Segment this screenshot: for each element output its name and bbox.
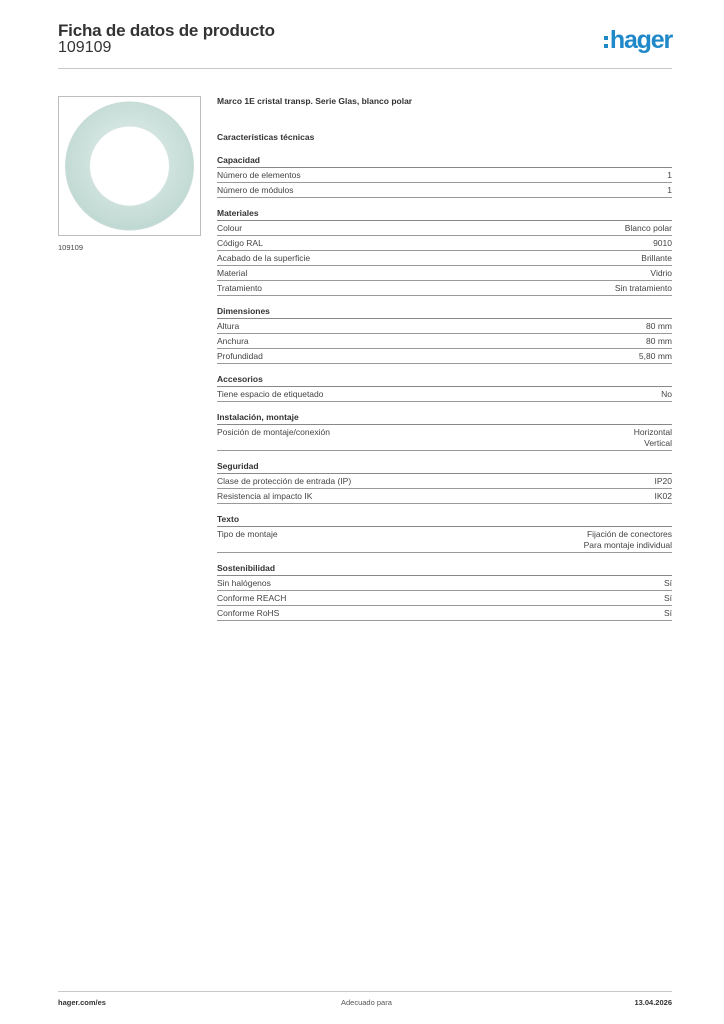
spec-row — [217, 349, 672, 364]
spec-section — [217, 373, 672, 402]
spec-value — [655, 491, 673, 502]
spec-value — [646, 321, 672, 332]
spec-label: Código RAL — [217, 238, 263, 248]
spec-sections — [217, 154, 672, 621]
spec-value — [661, 389, 672, 400]
spec-value — [650, 268, 672, 279]
spec-value — [667, 170, 672, 181]
spec-value — [634, 427, 672, 449]
spec-row — [217, 591, 672, 606]
spec-value-line: Sí — [663, 593, 672, 603]
spec-value — [655, 476, 673, 487]
spec-label: Profundidad — [217, 351, 263, 361]
header-divider — [58, 68, 672, 69]
spec-row — [217, 236, 672, 251]
spec-value-line: 80 mm — [646, 336, 672, 346]
spec-row — [217, 387, 672, 402]
spec-value-line: Para montaje individual — [583, 540, 672, 550]
spec-value-line: IK02 — [654, 491, 672, 501]
image-caption: 109109 — [58, 243, 84, 252]
spec-value-line: Sí — [663, 578, 672, 588]
page-title: Ficha de datos de producto — [58, 21, 275, 40]
spec-value-line: Fijación de conectores — [586, 529, 672, 539]
spec-value — [625, 223, 672, 234]
logo-text: hager — [609, 26, 672, 54]
product-title: Marco 1E cristal transp. Serie Glas, blanco polar — [217, 96, 413, 106]
spec-row — [217, 168, 672, 183]
spec-label: Anchura — [217, 336, 249, 346]
spec-value-line: Vertical — [644, 438, 672, 448]
section-title: Capacidad — [217, 154, 672, 168]
section-title: Instalación, montaje — [217, 411, 672, 425]
product-details — [217, 94, 672, 630]
footer-website-link[interactable]: hager.com/es — [58, 998, 106, 1007]
spec-value — [653, 238, 672, 249]
spec-row — [217, 251, 672, 266]
spec-value-line: Sin tratamiento — [614, 283, 672, 293]
spec-row — [217, 281, 672, 296]
spec-row — [217, 334, 672, 349]
spec-section — [217, 305, 672, 364]
spec-label: Tratamiento — [217, 283, 263, 293]
spec-row — [217, 319, 672, 334]
spec-value — [664, 608, 672, 619]
section-title: Texto — [217, 513, 672, 527]
product-code: 109109 — [58, 39, 112, 56]
spec-value-line: No — [661, 389, 672, 399]
spec-label: Sin halógenos — [217, 578, 271, 588]
spec-value-line: 9010 — [653, 238, 672, 248]
logo-dots-icon — [604, 36, 608, 48]
spec-value-line: Vidrio — [650, 268, 672, 278]
section-title: Materiales — [217, 207, 672, 221]
spec-value-line: Brillante — [641, 253, 672, 263]
spec-value-line: Horizontal — [633, 427, 672, 437]
spec-label: Posición de montaje/conexión — [217, 427, 330, 437]
spec-section — [217, 411, 672, 451]
spec-value-line: Blanco polar — [624, 223, 672, 233]
spec-value-line: 5,80 mm — [638, 351, 672, 361]
spec-value-line: 80 mm — [646, 321, 672, 331]
spec-value — [646, 336, 672, 347]
section-title: Seguridad — [217, 460, 672, 474]
spec-label: Clase de protección de entrada (IP) — [217, 476, 352, 486]
spec-row — [217, 489, 672, 504]
section-title: Accesorios — [217, 373, 672, 387]
spec-value-line: 1 — [667, 170, 672, 180]
footer-date: 13.04.2026 — [634, 998, 672, 1007]
spec-value — [664, 578, 672, 589]
spec-value-line: IP20 — [654, 476, 672, 486]
spec-value — [664, 593, 672, 604]
spec-label: Número de módulos — [217, 185, 294, 195]
spec-label: Altura — [217, 321, 240, 331]
product-image — [58, 96, 201, 236]
spec-label: Tiene espacio de etiquetado — [217, 389, 324, 399]
spec-value — [639, 351, 672, 362]
spec-value — [641, 253, 672, 264]
spec-row — [217, 266, 672, 281]
spec-value — [615, 283, 672, 294]
spec-label: Tipo de montaje — [217, 529, 278, 539]
footer-divider — [58, 991, 672, 992]
spec-value — [667, 185, 672, 196]
section-title: Dimensiones — [217, 305, 672, 319]
frame-ring-image — [59, 97, 200, 235]
spec-row — [217, 221, 672, 236]
spec-section — [217, 154, 672, 198]
specs-heading: Características técnicas — [217, 132, 315, 142]
footer-center-text: Adecuado para — [341, 998, 392, 1007]
spec-label: Acabado de la superficie — [217, 253, 311, 263]
spec-value — [584, 529, 672, 551]
spec-label: Conforme RoHS — [217, 608, 280, 618]
spec-label: Material — [217, 268, 248, 278]
spec-row — [217, 425, 672, 451]
spec-label: Número de elementos — [217, 170, 301, 180]
spec-row — [217, 474, 672, 489]
spec-row — [217, 183, 672, 198]
spec-section — [217, 207, 672, 296]
spec-label: Resistencia al impacto IK — [217, 491, 313, 501]
spec-row — [217, 576, 672, 591]
spec-section — [217, 562, 672, 621]
spec-value-line: 1 — [667, 185, 672, 195]
spec-section — [217, 513, 672, 553]
spec-value-line: Sí — [663, 608, 672, 618]
hager-logo — [604, 28, 672, 53]
spec-row — [217, 527, 672, 553]
section-title: Sostenibilidad — [217, 562, 672, 576]
spec-row — [217, 606, 672, 621]
spec-section — [217, 460, 672, 504]
spec-label: Conforme REACH — [217, 593, 287, 603]
spec-label: Colour — [217, 223, 243, 233]
